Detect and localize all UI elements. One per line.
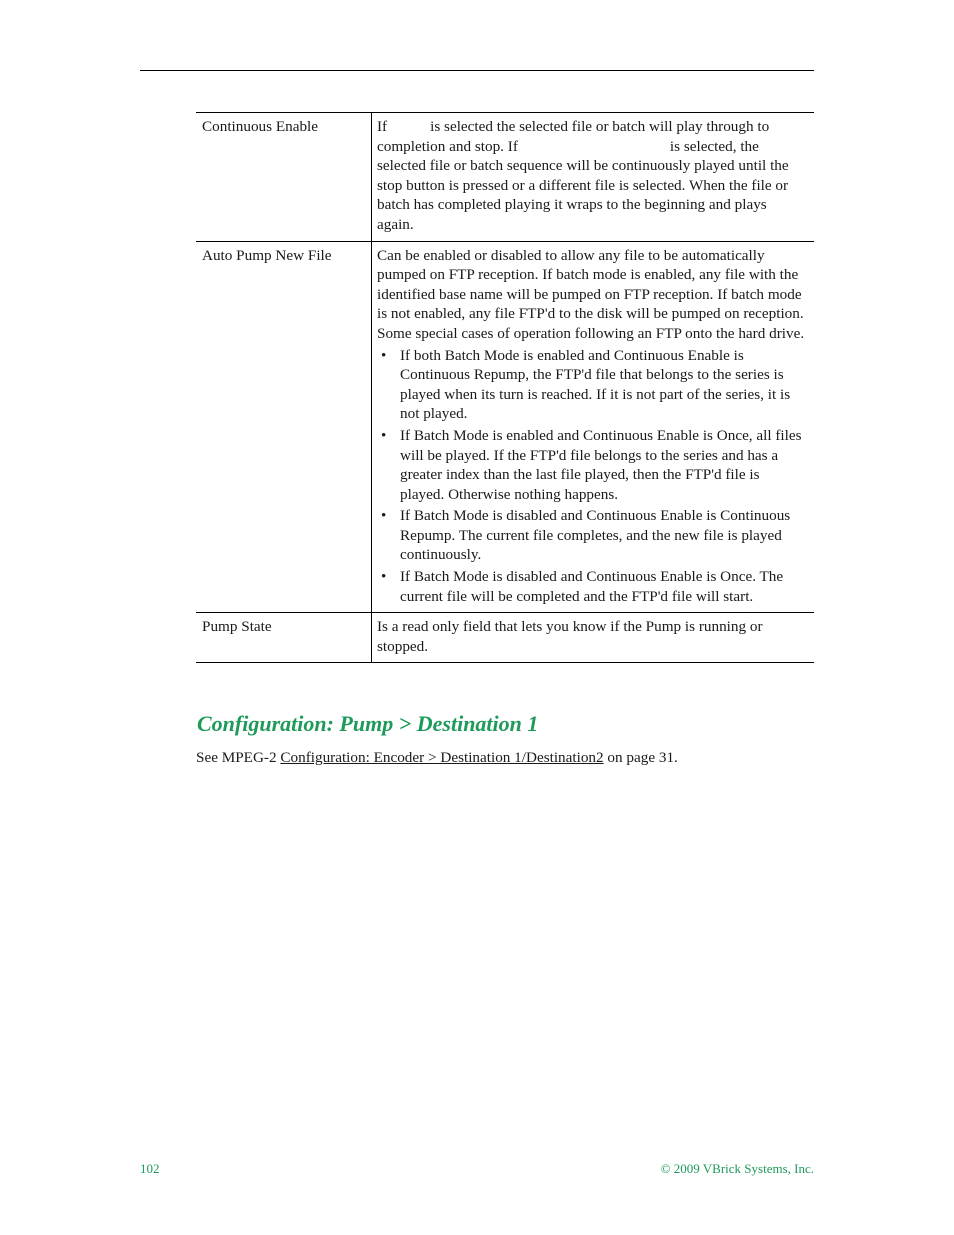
list-item-text: If Batch Mode is disabled and Continuous Enable is Once. The current file will be completed and the FTP'd file will start. (400, 568, 784, 605)
see-prefix: See MPEG-2 (196, 749, 277, 766)
header-rule (140, 70, 814, 71)
desc-text: is selected, the selected file or batch sequence will be continuously played until the stop button is pressed or a different file is selected. When the file or batch has completed playing it wraps to the beginning and plays again. (377, 137, 789, 233)
bullet-icon: • (381, 426, 387, 444)
table-row (196, 613, 814, 663)
list-item-text: If Batch Mode is enabled and Continuous Enable is Once, all files will be played. If the FTP'd file belongs to the series and has a greater index than the last file played, then the FTP'd file is played. Otherwise nothing happens. (400, 426, 802, 503)
parameter-table (196, 112, 814, 663)
param-description (372, 241, 815, 613)
list-item (377, 567, 806, 606)
desc-text: is selected the selected file or batch will play through to completion and stop. If (377, 118, 770, 155)
bullet-icon: • (381, 346, 387, 364)
param-name: Continuous Enable (196, 113, 372, 242)
table-row (196, 113, 814, 242)
list-item (377, 426, 806, 504)
desc-text: If (377, 118, 388, 135)
see-also-paragraph (196, 749, 678, 767)
param-name: Pump State (196, 613, 372, 663)
bullet-list (377, 346, 806, 607)
list-item (377, 506, 806, 565)
bullet-icon: • (381, 507, 387, 525)
copyright-notice: © 2009 VBrick Systems, Inc. (660, 1161, 814, 1176)
bullet-icon: • (381, 568, 387, 586)
cross-reference-link[interactable]: Configuration: Encoder > Destination 1/Destination2 (280, 749, 604, 766)
list-item-text: If both Batch Mode is enabled and Continuous Enable is Continuous Repump, the FTP'd file that belongs to the series is played when its turn is reached. If it is not part of the series, it is not played. (400, 346, 791, 423)
desc-text: Can be enabled or disabled to allow any file to be automatically pumped on FTP reception. If batch mode is enabled, any file with the identified base name will be pumped on FTP reception. If batch mode is not enabled, any file FTP'd to the disk will be pumped on reception. Some special cases of operation following an FTP onto the hard drive. (377, 246, 805, 342)
section-heading: Configuration: Pump > Destination 1 (197, 711, 539, 736)
list-item (377, 346, 806, 424)
table-row (196, 241, 814, 613)
list-item-text: If Batch Mode is disabled and Continuous Enable is Continuous Repump. The current file completes, and the new file is played continuously. (400, 507, 791, 564)
param-name: Auto Pump New File (196, 241, 372, 613)
param-description (372, 113, 815, 242)
param-description: Is a read only field that lets you know if the Pump is running or stopped. (372, 613, 815, 663)
page-number: 102 (140, 1161, 160, 1176)
see-suffix: on page 31. (607, 749, 678, 766)
